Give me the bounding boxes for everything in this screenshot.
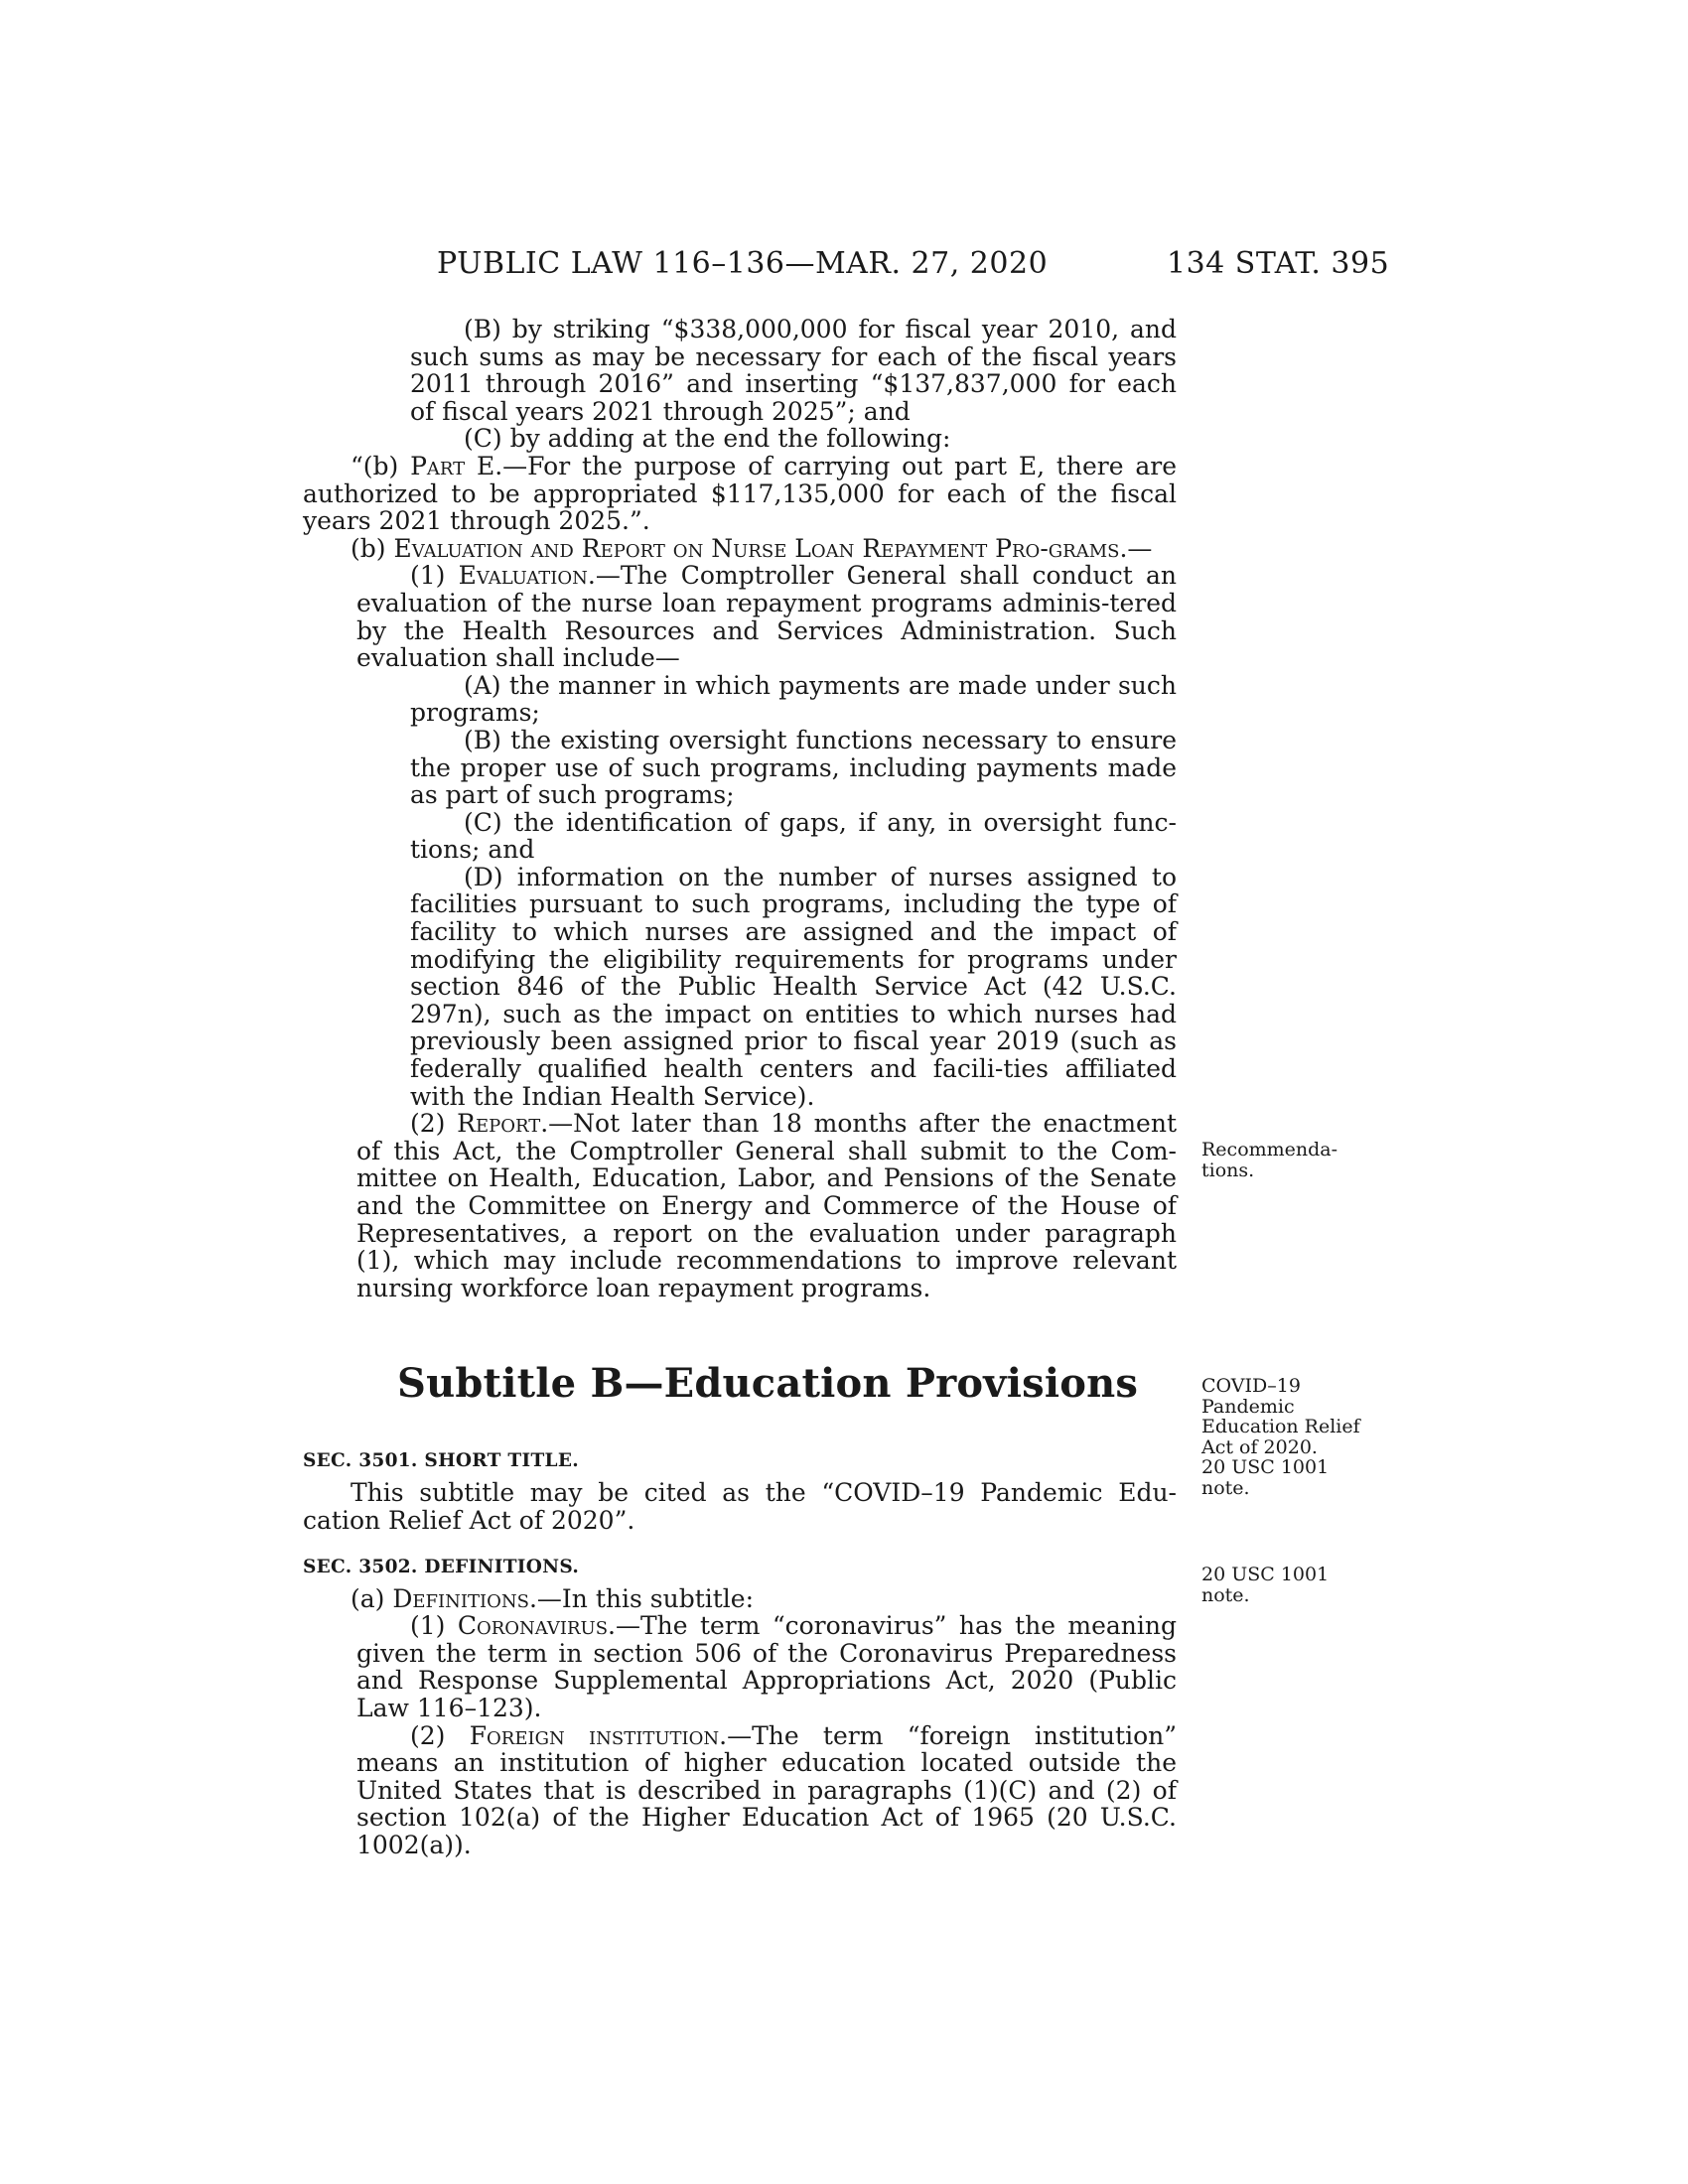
- paragraph-part-e: “(b) Part E.—For the purpose of carrying out part E, there are authorized to be appropriated $117,135,000 for each of the fiscal years 2021 through 2025.”.: [303, 451, 1177, 536]
- item-d: (D) information on the number of nurses assigned to facilities pursuant to such programs, including the type of facility to which nurses are assigned and the impact of modifying the eligibility requirements for programs under section 846 of the Public Health Service Act (42 U.S.C. 297n), such as the impact on entities to which nurses had previously been assigned prior to fiscal year 2019 (such as federally qualified health centers and facili-ties affiliated with the Indian Health Service).: [410, 862, 1177, 1111]
- paragraph-report: (2) Report.—Not later than 18 months after the enactment of this Act, the Comptroller General shall submit to the Com-mittee on Health, Education, Labor, and Pensions of the Senate and the Committee on Energy and Commerce of the House of Representatives, a report on the evaluation under paragraph (1), which may include recommendations to improve relevant nursing workforce loan repayment programs.: [356, 1109, 1177, 1302]
- page-stat-number: 134 STAT. 395: [1167, 246, 1390, 281]
- page-running-title: PUBLIC LAW 116–136—MAR. 27, 2020: [437, 246, 1049, 281]
- document-body: [303, 316, 1177, 1859]
- paragraph-b-evaluation-heading: (b) Evaluation and Report on Nurse Loan Repayment Pro-grams.—: [351, 533, 1153, 563]
- page-header: [0, 246, 1688, 286]
- item-a: (A) the manner in which payments are made under such programs;: [410, 670, 1177, 728]
- sec-3501-heading: SEC. 3501. SHORT TITLE.: [303, 1450, 579, 1472]
- sec-3501-text: This subtitle may be cited as the “COVID–19 Pandemic Edu-cation Relief Act of 2020”.: [303, 1478, 1177, 1535]
- sec-3502-a: (a) Definitions.—In this subtitle:: [351, 1583, 754, 1613]
- margin-note-usc: 20 USC 1001 note.: [1201, 1564, 1330, 1606]
- paragraph-c-amendment: (C) by adding at the end the following:: [464, 424, 951, 454]
- evaluation-report-heading: Evaluation and Report on Nurse Loan Repayment Pro-grams: [393, 533, 1120, 563]
- margin-note-recommendations: Recommenda- tions.: [1201, 1139, 1338, 1181]
- definitions-heading: Definitions: [392, 1583, 529, 1613]
- foreign-institution-heading: Foreign institution: [469, 1720, 720, 1750]
- margin-note-covid-act: COVID–19 Pandemic Education Relief Act of 2020. 20 USC 1001 note.: [1201, 1375, 1360, 1499]
- report-heading: Report: [457, 1109, 541, 1139]
- sec-3502-heading: SEC. 3502. DEFINITIONS.: [303, 1556, 580, 1577]
- item-b: (B) the existing oversight functions necessary to ensure the proper use of such programs, including payments made as part of such programs;: [410, 725, 1177, 810]
- subtitle-heading: Subtitle B—Education Provisions: [397, 1360, 1139, 1407]
- evaluation-heading: Evaluation: [458, 561, 588, 591]
- coronavirus-heading: Coronavirus: [457, 1611, 609, 1641]
- item-c: (C) the identification of gaps, if any, in oversight func-tions; and: [410, 807, 1177, 865]
- definition-coronavirus: (1) Coronavirus.—The term “coronavirus” has the meaning given the term in section 506 of the Coronavirus Preparedness and Response Supplemental Appropriations Act, 2020 (Public Law 116–123).: [356, 1611, 1178, 1722]
- paragraph-evaluation: (1) Evaluation.—The Comptroller General shall conduct an evaluation of the nurse loan repayment programs adminis-tered by the Health Resources and Services Administration. Such evaluation shall include—: [356, 561, 1178, 673]
- part-e-heading: Part E: [410, 451, 495, 480]
- paragraph-b-amendment: (B) by striking “$338,000,000 for fiscal year 2010, and such sums as may be necessary for each of the fiscal years 2011 through 2016” and inserting “$137,837,000 for each of fiscal years 2021 through 2025”; and: [410, 315, 1177, 426]
- definition-foreign-institution: (2) Foreign institution.—The term “foreign institution” means an institution of higher education located outside the United States that is described in paragraphs (1)(C) and (2) of section 102(a) of the Higher Education Act of 1965 (20 U.S.C. 1002(a)).: [356, 1720, 1177, 1859]
